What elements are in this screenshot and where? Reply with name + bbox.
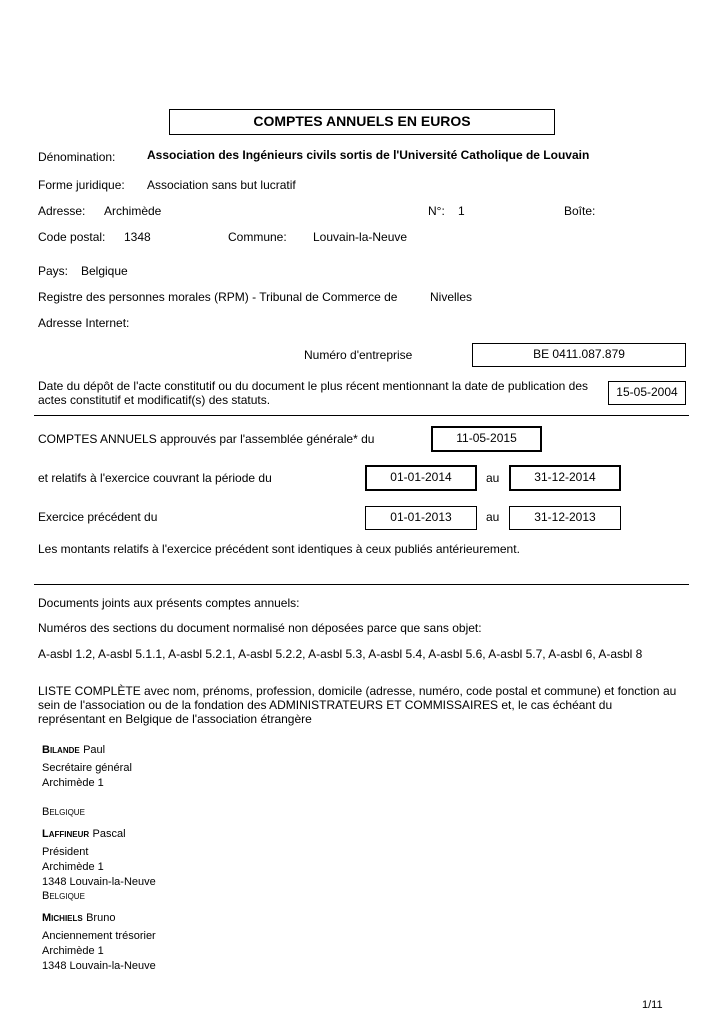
- person-role: Secrétaire général: [42, 762, 132, 774]
- code-postal-value: 1348: [124, 230, 151, 244]
- approved-date: 11-05-2015: [456, 431, 517, 445]
- depot-value: 15-05-2004: [616, 385, 678, 399]
- period-from-box: [365, 465, 477, 491]
- period-to: 31-12-2014: [534, 470, 596, 484]
- identical-text: Les montants relatifs à l'exercice précédent sont identiques à ceux publiés antérieurement.: [38, 542, 520, 556]
- depot-box: [608, 381, 686, 405]
- code-postal-label: Code postal:: [38, 230, 106, 244]
- entreprise-value: BE 0411.087.879: [533, 347, 625, 361]
- period-from: 01-01-2014: [390, 470, 452, 484]
- numero-label: N°:: [428, 204, 445, 218]
- previous-au: au: [486, 510, 500, 524]
- person-country: Belgique: [42, 890, 85, 902]
- rpm-value: Nivelles: [430, 290, 473, 304]
- internet-label: Adresse Internet:: [38, 316, 130, 330]
- person-street: Archimède 1: [42, 945, 104, 957]
- previous-label: Exercice précédent du: [38, 510, 158, 524]
- person-city: 1348 Louvain-la-Neuve: [42, 960, 156, 972]
- approved-label: COMPTES ANNUELS approuvés par l'assemblée générale* du: [38, 432, 375, 446]
- previous-to-box: [509, 506, 621, 530]
- person-city: 1348 Louvain-la-Neuve: [42, 876, 156, 888]
- previous-to: 31-12-2013: [534, 510, 596, 524]
- page-title: COMPTES ANNUELS EN EUROS: [253, 113, 471, 129]
- person-last-name: Michiels: [42, 912, 83, 924]
- person-last-name: Bilande: [42, 744, 80, 756]
- depot-text: Date du dépôt de l'acte constitutif ou du document le plus récent mentionnant la date de publication des actes constitutif et modificatif(s) des statuts.: [38, 379, 588, 407]
- commune-value: Louvain-la-Neuve: [313, 230, 408, 244]
- period-to-box: [509, 465, 621, 491]
- forme-label: Forme juridique:: [38, 178, 125, 192]
- person-name: [42, 910, 115, 925]
- person-name: [42, 826, 126, 841]
- boite-label: Boîte:: [564, 204, 596, 218]
- joints-label: Documents joints aux présents comptes annuels:: [38, 596, 300, 610]
- numero-value: 1: [458, 204, 465, 218]
- entreprise-label: Numéro d'entreprise: [304, 348, 413, 362]
- adresse-label: Adresse:: [38, 204, 86, 218]
- denomination-label: Dénomination:: [38, 150, 116, 164]
- forme-value: Association sans but lucratif: [147, 178, 296, 192]
- liste-text: LISTE COMPLÈTE avec nom, prénoms, profession, domicile (adresse, numéro, code postal et commune) et fonction au sein de l'association ou de la fondation des ADMINISTRATEURS ET COMMISSAIRES et, le cas échéant du représentant en Belgique de l'association étrangère: [38, 684, 677, 726]
- approved-box: [431, 426, 542, 452]
- person-street: Archimède 1: [42, 777, 104, 789]
- adresse-value: Archimède: [104, 204, 162, 218]
- person-first-name: Pascal: [92, 828, 126, 840]
- pays-value: Belgique: [81, 264, 128, 278]
- commune-label: Commune:: [228, 230, 287, 244]
- pays-label: Pays:: [38, 264, 69, 278]
- denomination-value: Association des Ingénieurs civils sortis de l'Université Catholique de Louvain: [147, 148, 590, 162]
- period-au: au: [486, 471, 500, 485]
- previous-from-box: [365, 506, 477, 530]
- person-first-name: Bruno: [86, 912, 116, 924]
- title-box: [169, 109, 555, 135]
- person-last-name: Laffineur: [42, 828, 90, 840]
- person-role: Anciennement trésorier: [42, 930, 156, 942]
- rpm-label: Registre des personnes morales (RPM) - Tribunal de Commerce de: [38, 290, 398, 304]
- person-street: Archimède 1: [42, 861, 104, 873]
- page-number: 1/11: [642, 999, 663, 1011]
- entreprise-box: [472, 343, 686, 367]
- divider-2: [34, 584, 689, 585]
- sections-label: Numéros des sections du document normalisé non déposées parce que sans objet:: [38, 621, 482, 635]
- sections-value: A-asbl 1.2, A-asbl 5.1.1, A-asbl 5.2.1, A-asbl 5.2.2, A-asbl 5.3, A-asbl 5.4, A-asbl 5.6, A-asbl 5.7, A-asbl 6, A-asbl 8: [38, 647, 643, 661]
- person-name: [42, 742, 105, 757]
- person-first-name: Paul: [83, 744, 106, 756]
- divider-1: [34, 415, 689, 416]
- period-label: et relatifs à l'exercice couvrant la période du: [38, 471, 272, 485]
- person-country: Belgique: [42, 806, 85, 818]
- previous-from: 01-01-2013: [390, 510, 452, 524]
- person-role: Président: [42, 846, 89, 858]
